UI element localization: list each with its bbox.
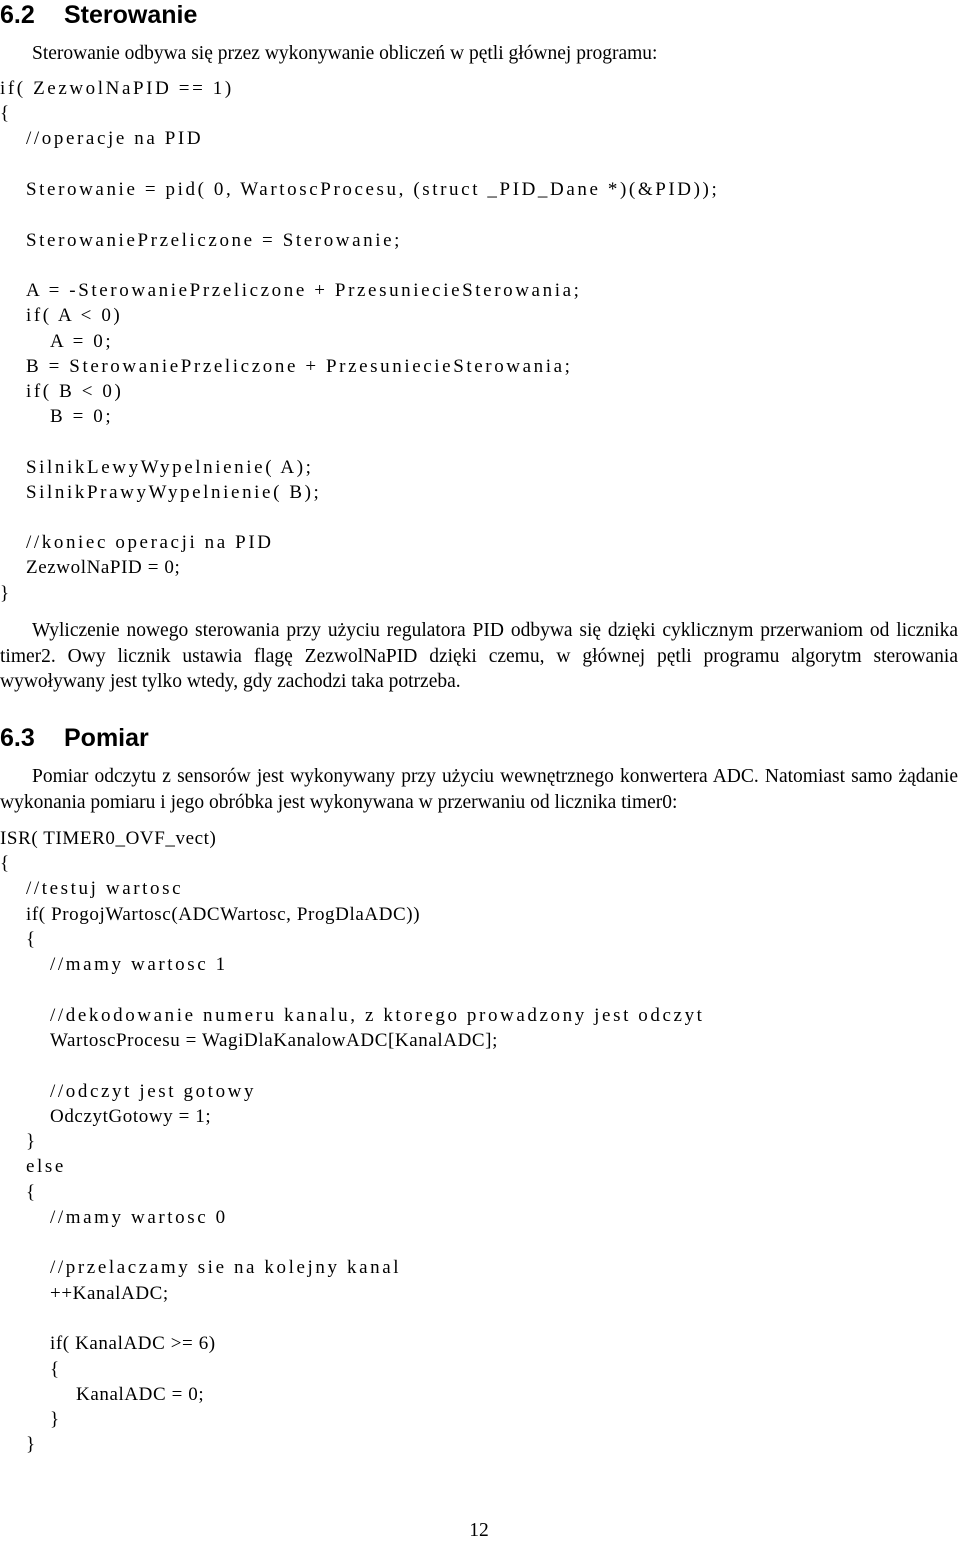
code-line: ZezwolNaPID = 0; <box>26 557 181 578</box>
code-line: SterowaniePrzeliczone = Sterowanie; <box>26 230 403 251</box>
code-line: { <box>26 929 38 950</box>
code-line: //koniec operacji na PID <box>26 532 274 553</box>
code-line: } <box>26 1131 38 1152</box>
code-line: } <box>0 583 12 604</box>
code-line: //odczyt jest gotowy <box>50 1081 257 1102</box>
code-line: ++KanalADC; <box>50 1283 169 1304</box>
code-line: A = 0; <box>50 331 114 352</box>
code-line: //przelaczamy sie na kolejny kanal <box>50 1257 402 1278</box>
code-line: if( B < 0) <box>26 381 124 402</box>
code-line: { <box>0 103 12 124</box>
section-number: 6.2 <box>0 1 35 29</box>
section-heading-pomiar <box>0 723 149 753</box>
code-line: { <box>50 1359 62 1380</box>
measurement-paragraph: Pomiar odczytu z sensorów jest wykonywany przy użyciu wewnętrznego konwertera ADC. Natomiast samo żądanie wykonania pomiaru i jego obróbka jest wykonywana w przerwaniu od licznika timer0: <box>0 766 958 813</box>
code-line: } <box>26 1434 38 1455</box>
code-line: Sterowanie = pid( 0, WartoscProcesu, (struct _PID_Dane *)(&PID)); <box>26 179 720 200</box>
code-line: else <box>26 1156 66 1177</box>
section-title: Sterowanie <box>64 1 198 29</box>
code-line: ISR( TIMER0_OVF_vect) <box>0 828 217 849</box>
code-line: A = -SterowaniePrzeliczone + PrzesuniecieSterowania; <box>26 280 582 301</box>
code-line: SilnikPrawyWypelnienie( B); <box>26 482 322 503</box>
explanation-paragraph: Wyliczenie nowego sterowania przy użyciu regulatora PID odbywa się dzięki cyklicznym przerwaniom od licznika timer2. Owy licznik ustawia flagę ZezwolNaPID dzięki czemu, w głównej pętli programu algorytm sterowania wywoływany jest tylko wtedy, gdy zachodzi taka potrzeba. <box>0 620 958 693</box>
code-line: } <box>50 1409 62 1430</box>
code-line: if( A < 0) <box>26 305 123 326</box>
code-line: //dekodowanie numeru kanalu, z ktorego prowadzony jest odczyt <box>50 1005 705 1026</box>
code-line: //operacje na PID <box>26 128 204 149</box>
code-line: if( KanalADC >= 6) <box>50 1333 216 1354</box>
intro-paragraph: Sterowanie odbywa się przez wykonywanie obliczeń w pętli głównej programu: <box>32 43 658 64</box>
code-line: B = SterowaniePrzeliczone + PrzesuniecieSterowania; <box>26 356 573 377</box>
code-line: B = 0; <box>50 406 114 427</box>
code-line: WartoscProcesu = WagiDlaKanalowADC[KanalADC]; <box>50 1030 498 1051</box>
section-heading-sterowanie <box>0 0 197 30</box>
code-line: //testuj wartosc <box>26 878 184 899</box>
section-number: 6.3 <box>0 724 35 752</box>
code-line: KanalADC = 0; <box>76 1384 205 1405</box>
code-line: //mamy wartosc 1 <box>50 954 228 975</box>
code-line: { <box>26 1182 38 1203</box>
code-line: if( ZezwolNaPID == 1) <box>0 78 234 99</box>
code-line: //mamy wartosc 0 <box>50 1207 228 1228</box>
page-number: 12 <box>469 1520 489 1541</box>
code-line: { <box>0 853 12 874</box>
section-title: Pomiar <box>64 724 149 752</box>
code-line: SilnikLewyWypelnienie( A); <box>26 457 314 478</box>
code-line: OdczytGotowy = 1; <box>50 1106 212 1127</box>
code-line: if( ProgojWartosc(ADCWartosc, ProgDlaADC)) <box>26 904 421 925</box>
